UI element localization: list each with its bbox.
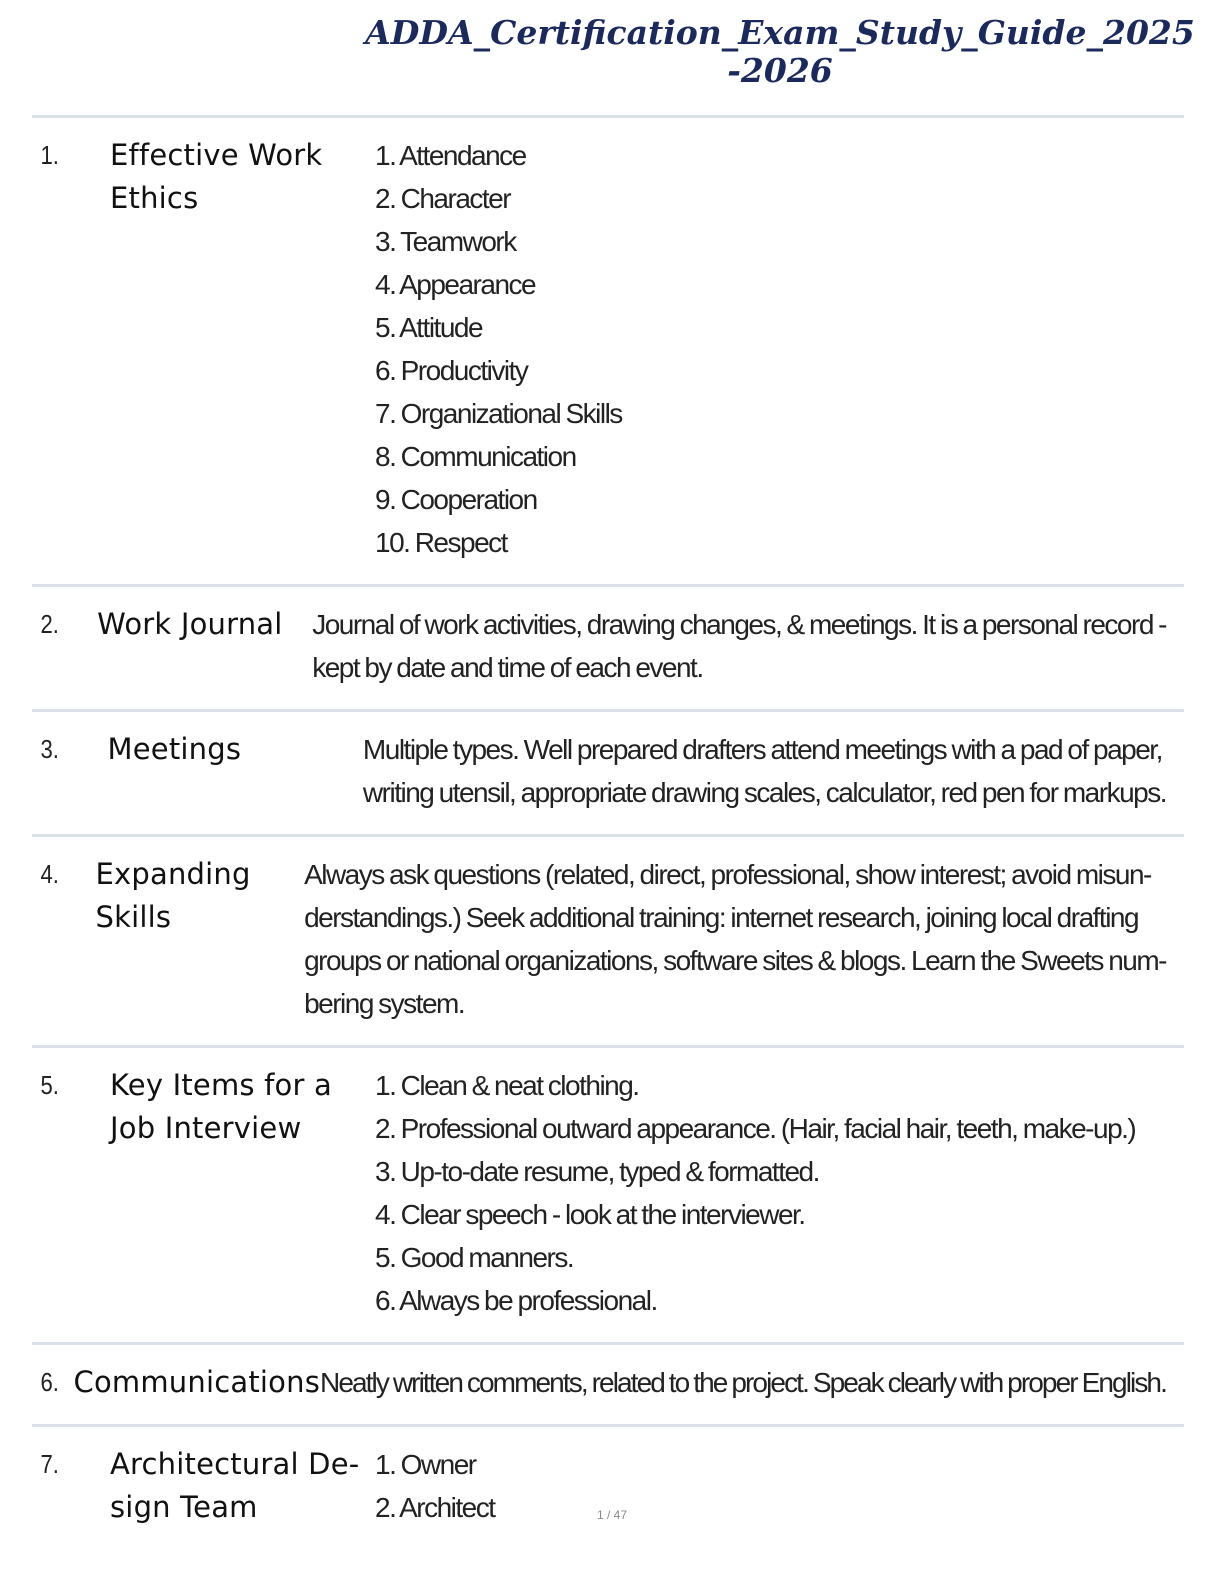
document-title [340,14,1220,90]
list-item: 1. Clean & neat clothing. [375,1070,639,1101]
definition-line: bering system. [304,988,465,1019]
card-term-line: Key Items for a [110,1068,333,1102]
card-number: 1. [40,140,59,170]
card-number: 6. [40,1367,59,1397]
card-term [110,134,375,564]
definition-line: groups or national organizations, software sites & blogs. Learn the Sweets num- [304,945,1166,976]
list-item: 8. Communication [375,441,576,472]
card-definition [312,603,1184,689]
card-term [110,1064,375,1322]
list-item: 9. Cooperation [375,484,537,515]
card-term: Expanding Skills [95,857,251,934]
definition-line: Neatly written comments, related to the project. Speak clearly with proper English. [320,1367,1166,1398]
card-definition-list [375,134,1184,564]
list-item: 2. Architect [375,1492,495,1523]
card-term: Meetings [107,732,242,766]
list-item: 5. Attitude [375,312,483,343]
flashcard [32,834,1184,1045]
list-item: 2. Professional outward appearance. (Hair, facial hair, teeth, make-up.) [375,1113,1136,1144]
card-definition [363,728,1184,814]
list-item: 4. Appearance [375,269,536,300]
definition-line: writing utensil, appropriate drawing scales, calculator, red pen for markups. [362,777,1166,808]
flashcard [32,584,1184,709]
card-number: 7. [40,1449,59,1479]
list-item: 7. Organizational Skills [375,398,622,429]
list-item: 6. Productivity [375,355,528,386]
card-term-line: sign Team [110,1490,258,1524]
flashcard [32,1045,1184,1342]
list-item: 3. Up-to-date resume, typed & formatted. [375,1156,819,1187]
card-definition [320,1361,1184,1404]
list-item: 1. Attendance [375,140,526,171]
list-item: 5. Good manners. [375,1242,574,1273]
card-term-line: Ethics [110,181,199,215]
list-item: 1. Owner [375,1449,476,1480]
card-number: 4. [40,859,59,889]
card-number: 2. [40,609,59,639]
card-term-line: Effective Work [110,138,323,172]
list-item: 4. Clear speech - look at the interviewer. [375,1199,805,1230]
definition-line: Always ask questions (related, direct, professional, show interest; avoid misun- [304,859,1151,890]
flashcard [32,709,1184,834]
card-definition-list [375,1064,1184,1322]
card-term: Communications [73,1365,320,1399]
flashcard [32,115,1184,584]
card-definition [304,853,1184,1025]
definition-line: Journal of work activities, drawing changes, & meetings. It is a personal record - [312,609,1166,640]
card-term-line: Architectural De- [110,1447,360,1481]
list-item: 6. Always be professional. [375,1285,657,1316]
document-title-line-1: ADDA_Certification_Exam_Study_Guide_2025 [365,13,1195,52]
card-term-line: Job Interview [110,1111,302,1145]
page-indicator: 1 / 47 [596,1508,628,1522]
document-title-line-2: -2026 [727,51,833,90]
definition-line: Multiple types. Well prepared drafters attend meetings with a pad of paper, [362,734,1162,765]
definition-line: derstandings.) Seek additional training: internet research, joining local drafting [304,902,1139,933]
definition-line: kept by date and time of each event. [312,652,703,683]
list-item: 10. Respect [375,527,507,558]
flashcard-list [32,115,1184,1529]
list-item: 3. Teamwork [375,226,516,257]
card-term: Work Journal [97,607,283,641]
flashcard [32,1342,1184,1424]
card-number: 5. [40,1070,59,1100]
list-item: 2. Character [375,183,511,214]
card-number: 3. [40,734,59,764]
